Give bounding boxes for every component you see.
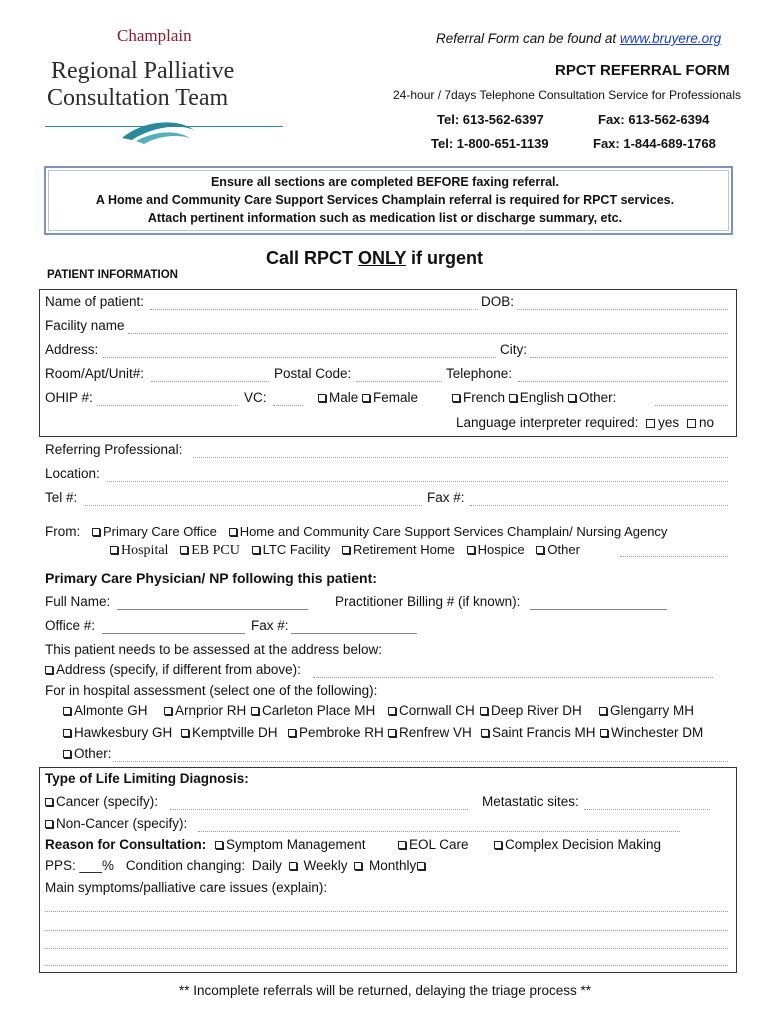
daily-label: Daily — [251, 858, 282, 873]
postal-label: Postal Code: — [274, 366, 352, 381]
hospital-option-label: Almonte GH — [74, 703, 148, 718]
bruyere-link[interactable]: www.bruyere.org — [619, 31, 722, 46]
assessment-address-row — [45, 662, 301, 677]
hospital-other-row — [63, 746, 112, 761]
facility-field[interactable] — [128, 333, 728, 334]
hospital-option-label: Carleton Place MH — [262, 703, 376, 718]
hospital-option-checkbox[interactable] — [181, 729, 189, 737]
hospital-option-checkbox[interactable] — [388, 729, 396, 737]
diagnosis-title: Type of Life Limiting Diagnosis: — [45, 771, 249, 786]
complex-label: Complex Decision Making — [505, 837, 662, 852]
ohip-field[interactable] — [97, 405, 238, 406]
symptoms-line-2[interactable] — [45, 930, 728, 931]
non-cancer-checkbox[interactable] — [45, 820, 53, 828]
cancer-label: Cancer (specify): — [56, 794, 159, 809]
org-top-label: Champlain — [117, 26, 192, 45]
other-from-label: Other — [547, 542, 580, 557]
non-cancer-row — [45, 816, 187, 831]
weekly-checkbox[interactable] — [354, 862, 362, 870]
symptom-label: Symptom Management — [226, 837, 366, 852]
physician-name-field[interactable] — [117, 609, 308, 610]
other-from-field[interactable] — [620, 556, 728, 557]
primary-care-office-checkbox[interactable] — [92, 528, 100, 536]
eol-label: EOL Care — [409, 837, 469, 852]
monthly-label: Monthly — [369, 858, 417, 873]
primary-care-office-label: Primary Care Office — [103, 524, 217, 539]
org-name-line2: Consultation Team — [47, 85, 229, 111]
city-field[interactable] — [530, 357, 728, 358]
urgent-post: if urgent — [406, 248, 484, 268]
hospital-option-label: Arnprior RH — [175, 703, 247, 718]
hospital-option-label: Pembroke RH — [299, 725, 384, 740]
non-cancer-field[interactable] — [198, 831, 680, 832]
from-row1 — [45, 524, 667, 539]
english-label: English — [519, 390, 565, 405]
eb-pcu-label: EB PCU — [191, 543, 240, 558]
cancer-checkbox[interactable] — [45, 798, 53, 806]
french-label: French — [463, 390, 506, 405]
interpreter-row — [456, 415, 714, 430]
physician-fax-field[interactable] — [291, 633, 417, 634]
name-field[interactable] — [150, 309, 478, 310]
org-name-line1: Regional Palliative — [51, 58, 235, 84]
retirement-checkbox[interactable] — [342, 546, 350, 554]
hospital-option-label: Hawkesbury GH — [74, 725, 173, 740]
hospital-other-label: Other: — [74, 746, 112, 761]
from-label: From: — [45, 524, 81, 539]
from-row2 — [110, 542, 580, 559]
main-symptoms-label: Main symptoms/palliative care issues (explain): — [45, 880, 328, 895]
fax-tollfree: Fax: 1-844-689-1768 — [593, 136, 716, 151]
eb-pcu-checkbox[interactable] — [180, 546, 188, 554]
notice-line1: Ensure all sections are completed BEFORE faxing referral. — [210, 175, 560, 189]
hospital-option-checkbox[interactable] — [251, 707, 259, 715]
address-label: Address: — [45, 342, 99, 357]
ltc-label: LTC Facility — [262, 542, 331, 557]
female-label: Female — [373, 390, 419, 405]
hospital-option-checkbox[interactable] — [480, 707, 488, 715]
hccss-checkbox[interactable] — [229, 528, 237, 536]
telephone-label: Telephone: — [446, 366, 513, 381]
tel-local: Tel: 613-562-6397 — [437, 112, 544, 127]
interpreter-yes-label: yes — [658, 415, 680, 430]
english-checkbox[interactable] — [509, 394, 517, 402]
assessment-intro: This patient needs to be assessed at the address below: — [45, 642, 382, 657]
interpreter-no-checkbox[interactable] — [687, 419, 696, 428]
french-checkbox[interactable] — [452, 394, 460, 402]
urgent-pre: Call RPCT — [266, 248, 359, 268]
other-language-checkbox[interactable] — [568, 394, 576, 402]
hospital-checkbox[interactable] — [110, 546, 118, 554]
ohip-label: OHIP #: — [45, 390, 93, 405]
eol-checkbox[interactable] — [398, 841, 406, 849]
hccss-label: Home and Community Care Support Services Champlain/ Nursing Agency — [239, 524, 668, 539]
referring-professional-label: Referring Professional: — [45, 442, 183, 457]
other-from-checkbox[interactable] — [536, 546, 544, 554]
name-label: Name of patient: — [45, 294, 145, 309]
location-label: Location: — [45, 466, 100, 481]
hospice-label: Hospice — [477, 542, 525, 557]
hospital-option-label: Saint Francis MH — [492, 725, 596, 740]
hospital-option-label: Winchester DM — [611, 725, 704, 740]
hospital-option-checkbox[interactable] — [481, 729, 489, 737]
hospital-other-field[interactable] — [113, 761, 728, 762]
billing-label: Practitioner Billing # (if known): — [335, 594, 521, 609]
complex-checkbox[interactable] — [494, 841, 502, 849]
address-field[interactable] — [103, 357, 496, 358]
monthly-checkbox[interactable] — [417, 862, 425, 870]
other-language-field[interactable] — [655, 405, 728, 406]
location-field[interactable] — [107, 481, 728, 482]
room-label: Room/Apt/Unit#: — [45, 366, 145, 381]
referring-professional-field[interactable] — [193, 457, 728, 458]
metastatic-field[interactable] — [584, 809, 710, 810]
assessment-address-checkbox[interactable] — [45, 666, 53, 674]
dob-label: DOB: — [481, 294, 515, 309]
service-line: 24-hour / 7days Telephone Consultation Service for Professionals — [393, 88, 741, 102]
hospital-option-label: Cornwall CH — [399, 703, 475, 718]
hospital-option-checkbox[interactable] — [388, 707, 396, 715]
notice-line3: Attach pertinent information such as medication list or discharge summary, etc. — [147, 211, 623, 225]
urgent-only: ONLY — [358, 248, 407, 268]
vc-label: VC: — [244, 390, 267, 405]
symptoms-line-4[interactable] — [45, 965, 728, 966]
logo-swoosh-icon — [118, 114, 208, 154]
male-checkbox[interactable] — [318, 394, 326, 402]
city-label: City: — [500, 342, 527, 357]
vc-field[interactable] — [273, 405, 303, 406]
hospital-option-label: Kemptville DH — [192, 725, 278, 740]
hospital-option-label: Renfrew VH — [399, 725, 472, 740]
language-options — [452, 390, 616, 405]
ref-fax-label: Fax #: — [427, 490, 465, 505]
symptoms-line-1[interactable] — [45, 911, 728, 912]
room-field[interactable] — [151, 381, 269, 382]
form-title: RPCT REFERRAL FORM — [555, 62, 730, 79]
interpreter-yes-checkbox[interactable] — [646, 419, 655, 428]
fax-local: Fax: 613-562-6394 — [598, 112, 710, 127]
physician-office-field[interactable] — [102, 633, 245, 634]
referral-note — [436, 31, 721, 46]
hospital-option-checkbox[interactable] — [63, 729, 71, 737]
interpreter-label: Language interpreter required: — [456, 415, 639, 430]
physician-office-label: Office #: — [45, 618, 96, 633]
billing-field[interactable] — [530, 609, 667, 610]
facility-label: Facility name — [45, 318, 125, 333]
retirement-label: Retirement Home — [353, 542, 455, 557]
referral-note-text: Referral Form can be found at — [436, 31, 620, 46]
hospital-intro: For in hospital assessment (select one of the following): — [45, 683, 378, 698]
interpreter-no-label: no — [698, 415, 714, 430]
tel-tollfree: Tel: 1-800-651-1139 — [431, 136, 549, 151]
female-checkbox[interactable] — [362, 394, 370, 402]
physician-name-label: Full Name: — [45, 594, 111, 609]
notice-line2: A Home and Community Care Support Services Champlain referral is required for RPCT services. — [95, 193, 675, 207]
pps-row — [45, 858, 428, 873]
hospital-option-label: Glengarry MH — [610, 703, 695, 718]
hospital-option-checkbox[interactable] — [599, 707, 607, 715]
hospice-checkbox[interactable] — [467, 546, 475, 554]
symptoms-line-3[interactable] — [45, 948, 728, 949]
cancer-row — [45, 794, 158, 809]
hospital-option-checkbox[interactable] — [288, 729, 296, 737]
assessment-address-field[interactable] — [313, 677, 713, 678]
hospital-option-checkbox[interactable] — [164, 707, 172, 715]
ref-fax-field[interactable] — [470, 505, 728, 506]
sex-options — [318, 390, 418, 405]
daily-checkbox[interactable] — [289, 862, 297, 870]
metastatic-label: Metastatic sites: — [482, 794, 579, 809]
physician-title: Primary Care Physician/ NP following this patient: — [45, 570, 377, 586]
non-cancer-label: Non-Cancer (specify): — [56, 816, 188, 831]
ltc-checkbox[interactable] — [252, 546, 260, 554]
postal-field[interactable] — [356, 381, 442, 382]
physician-fax-label: Fax #: — [251, 618, 289, 633]
hospital-option-label: Deep River DH — [491, 703, 582, 718]
hospital-option-checkbox[interactable] — [63, 707, 71, 715]
telephone-field[interactable] — [518, 381, 728, 382]
assessment-address-label: Address (specify, if different from above): — [56, 662, 301, 677]
reason-label: Reason for Consultation: — [45, 837, 207, 852]
reason-row — [45, 837, 725, 852]
other-language-label: Other: — [578, 390, 617, 405]
weekly-label: Weekly — [303, 858, 348, 873]
urgent-heading — [266, 248, 483, 269]
hospital-option-checkbox[interactable] — [600, 729, 608, 737]
symptom-checkbox[interactable] — [215, 841, 223, 849]
male-label: Male — [329, 390, 359, 405]
cancer-field[interactable] — [170, 809, 468, 810]
condition-label: Condition changing: — [125, 858, 246, 873]
patient-section-title: PATIENT INFORMATION — [47, 269, 178, 281]
hospital-other-checkbox[interactable] — [63, 750, 71, 758]
ref-tel-label: Tel #: — [45, 490, 78, 505]
pps-label: PPS: ___% — [45, 858, 115, 873]
footer-note: ** Incomplete referrals will be returned, delaying the triage process ** — [179, 983, 591, 998]
hospital-label: Hospital — [121, 543, 169, 558]
dob-field[interactable] — [517, 309, 728, 310]
ref-tel-field[interactable] — [85, 505, 422, 506]
